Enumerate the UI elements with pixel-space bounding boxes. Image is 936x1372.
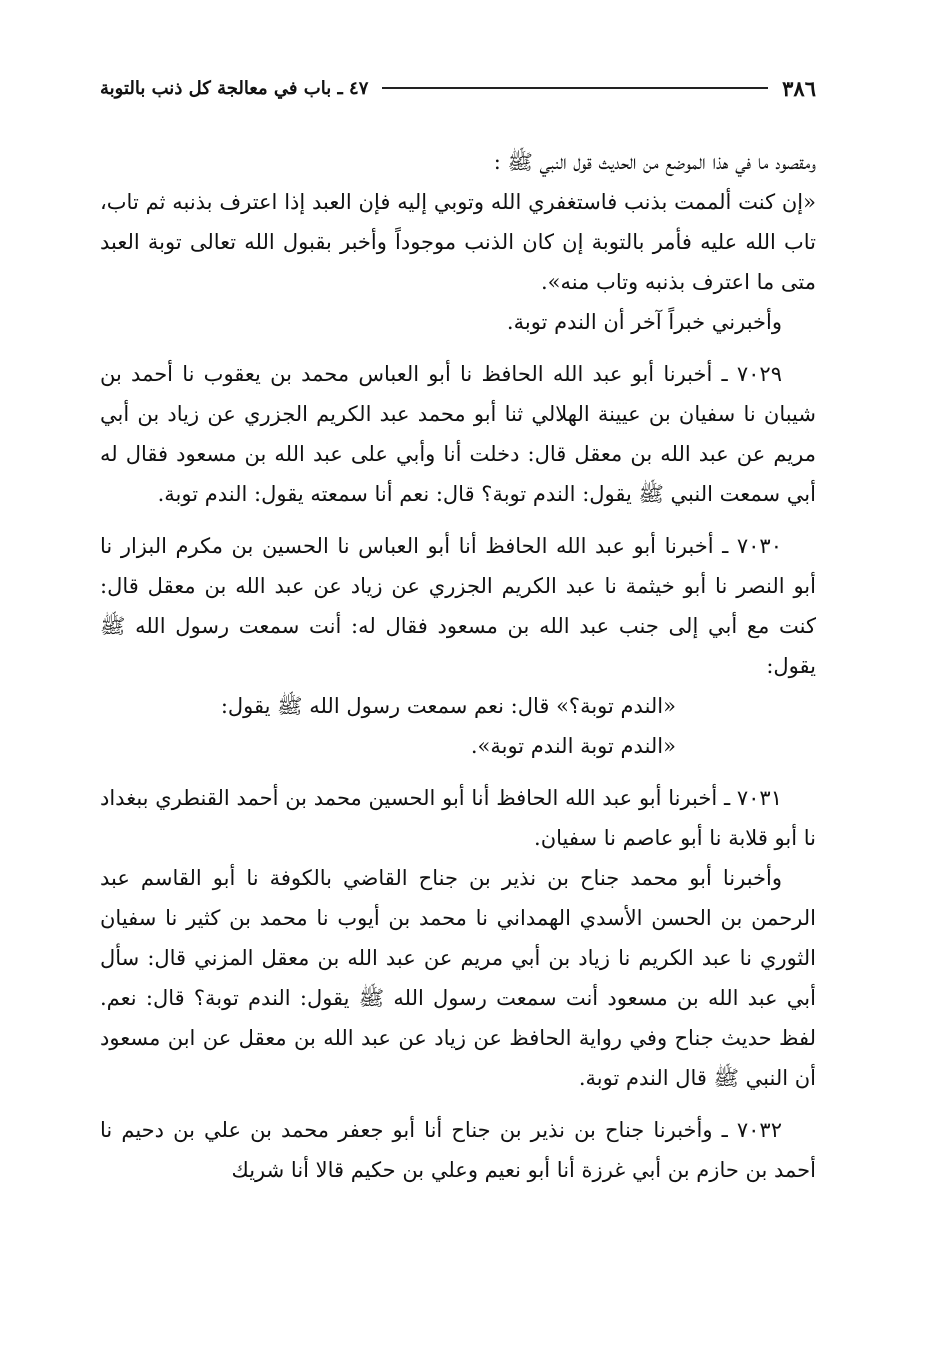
- hadith-7032: ٧٠٣٢ ـ وأخبرنا جناح بن نذير بن جناح أنا أبو جعفر محمد بن علي بن دحيم نا أحمد بن حازم بن أبي غرزة أنا أبو نعيم وعلي بن حكيم قالا أنا شريك: [100, 1118, 816, 1182]
- hadith-7031-chain: وأخبرنا أبو محمد جناح بن نذير بن جناح القاضي بالكوفة نا أبو القاسم عبد الرحمن بن الحسن الأسدي الهمداني نا محمد بن أيوب نا محمد بن كثير نا سفيان الثوري نا عبد الكريم نا زياد بن أبي مريم عن عبد الله بن معقل المزني قال: سأل أبي عبد الله بن مسعود أنت سمعت رسول الله ﷺ يقول: الندم توبة؟ قال: نعم. لفظ حديث جناح وفي رواية الحافظ عن زياد عن عبد الله بن معقل عن ابن مسعود أن النبي ﷺ قال الندم توبة.: [100, 866, 816, 1090]
- hadith-7030: ٧٠٣٠ ـ أخبرنا أبو عبد الله الحافظ أنا أبو العباس نا الحسين بن مكرم البزار نا أبو النصر نا أبو خيثمة نا عبد الكريم الجزري عن زياد عن عبد الله بن معقل قال: كنت مع أبي إلى جنب عبد الله بن مسعود فقال له: أنت سمعت رسول الله ﷺ يقول:: [100, 534, 816, 678]
- hadith-7031: ٧٠٣١ ـ أخبرنا أبو عبد الله الحافظ أنا أبو الحسين محمد بن أحمد القنطري ببغداد نا أبو قلابة نا أبو عاصم نا سفيان.: [100, 786, 816, 850]
- hadith-7029: ٧٠٢٩ ـ أخبرنا أبو عبد الله الحافظ نا أبو العباس محمد بن يعقوب نا أحمد بن شيبان نا سفيان بن عيينة الهلالي ثنا أبو محمد عبد الكريم الجزري عن زياد بن أبي مريم عن عبد الله بن معقل قال: دخلت أنا وأبي على عبد الله بن مسعود فقال له أبي سمعت النبي ﷺ يقول: الندم توبة؟ قال: نعم أنا سمعته يقول: الندم توبة.: [100, 362, 816, 506]
- book-page: [100, 70, 816, 1190]
- transition-paragraph: وأخبرني خبراً آخر أن الندم توبة.: [506, 310, 782, 334]
- intro-paragraph: ومقصود ما في هذا الموضع من الحديث قول النبي ﷺ :: [493, 150, 816, 174]
- page-number: ٣٨٦: [782, 75, 816, 101]
- hadith-quote: «إن كنت ألممت بذنب فاستغفري الله وتوبي إليه فإن العبد إذا اعترف بذنبه ثم تاب، تاب الله عليه فأمر بالتوبة إن كان الذنب موجوداً وأخبر بقبول الله تعالى توبة العبد متى ما اعترف بذنبه وتاب منه».: [100, 190, 816, 294]
- page-header: [100, 70, 816, 106]
- hadith-7030-quote-1: «الندم توبة؟» قال: نعم سمعت رسول الله ﷺ يقول:: [220, 694, 676, 718]
- header-rule: [382, 87, 768, 89]
- hadith-7030-quote-2: «الندم توبة الندم توبة».: [470, 734, 676, 758]
- page-body: [100, 142, 816, 1190]
- chapter-title: ٤٧ ـ باب في معالجة كل ذنب بالتوبة: [100, 77, 369, 99]
